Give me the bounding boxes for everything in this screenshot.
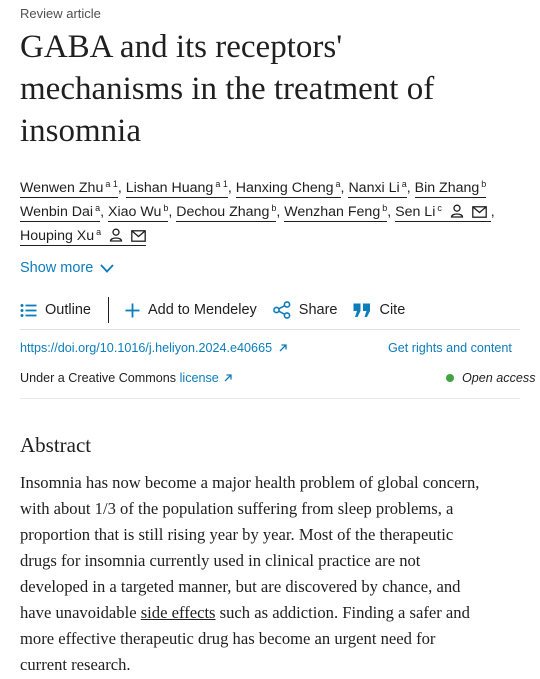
share-label: Share: [298, 302, 338, 318]
outline-label: Outline: [45, 302, 91, 318]
author-link[interactable]: Wenwen Zhu $^{a 1}$: [20, 179, 118, 196]
side-effects-link[interactable]: side effects: [140, 603, 216, 622]
author-link[interactable]: Nanxi Li $^a$: [348, 179, 407, 196]
open-access-badge: [446, 371, 536, 385]
share-icon: [273, 301, 291, 319]
external-link-icon: [224, 374, 232, 382]
author-list: Wenwen Zhu $^{a 1}$, Lishan Huang $^{a 1}$, Hanxing Cheng $^a$, Nanxi Li $^a$, Bin Zhang $^b$ Wenbin Dai $^a$, Xiao Wu $^b$, Dechou Zhang $^b$, Wenzhan Feng $^b$, Sen Li $^c$ , Houping Xu $^a$: [20, 179, 495, 244]
license-link[interactable]: license: [180, 371, 233, 385]
title-line: GABA and its receptors': [20, 29, 343, 65]
show-more-label: Show more: [20, 260, 94, 276]
outline-button[interactable]: [20, 302, 91, 318]
rights-link[interactable]: Get rights and content: [388, 341, 512, 355]
title-line: mechanisms in the treatment of: [20, 71, 435, 107]
title-line: insomnia: [20, 113, 141, 149]
author-link[interactable]: Bin Zhang $^b$: [414, 179, 487, 196]
share-button[interactable]: [273, 301, 338, 319]
mendeley-label: Add to Mendeley: [147, 302, 257, 318]
author-link[interactable]: Houping Xu $^a$: [20, 228, 146, 246]
external-link-icon: [279, 344, 287, 352]
list-icon: [20, 303, 37, 318]
person-icon: [109, 228, 123, 242]
doi-link[interactable]: https://doi.org/10.1016/j.heliyon.2024.e40665: [20, 341, 287, 355]
cite-label: Cite: [379, 302, 406, 318]
plus-icon: [125, 303, 140, 318]
envelope-icon: [131, 230, 146, 242]
abstract-text: Insomnia has now become a major health problem of global concern, with about 1/3 of the population suffering from sleep problems, a proportion that is still rising year by year. Most of the therapeutic drugs for insomnia currently used in clinical practice are not developed in a targeted manner, but are discovered by chance, and have unavoidable side effects such as addiction. Finding a safer and more effective therapeutic drug has become an urgent need for current research.: [20, 473, 480, 674]
quote-icon: [353, 303, 371, 318]
toolbar-divider: [108, 297, 109, 323]
divider: [20, 329, 520, 330]
author-link[interactable]: Wenbin Dai $^a$: [20, 203, 101, 220]
author-link[interactable]: Dechou Zhang $^b$: [176, 203, 277, 220]
article-toolbar: [20, 296, 405, 324]
open-access-dot-icon: [446, 374, 454, 382]
show-more-button[interactable]: [20, 260, 114, 276]
license-text: Under a Creative Commons license: [20, 371, 232, 385]
author-link[interactable]: Sen Li $^c$: [395, 204, 491, 222]
article-type: Review article: [20, 6, 101, 21]
add-to-mendeley-button[interactable]: [125, 302, 257, 318]
cite-button[interactable]: [353, 302, 405, 318]
open-access-label: Open access: [462, 371, 536, 385]
author-link[interactable]: Xiao Wu $^b$: [107, 203, 169, 220]
envelope-icon: [472, 206, 487, 218]
author-link[interactable]: Hanxing Cheng $^a$: [235, 179, 341, 196]
person-icon: [450, 204, 464, 218]
author-link[interactable]: Lishan Huang $^{a 1}$: [125, 179, 228, 196]
author-link[interactable]: Wenzhan Feng $^b$: [284, 203, 388, 220]
abstract-heading: Abstract: [20, 433, 92, 457]
article-title: [20, 26, 520, 152]
chevron-down-icon: [100, 264, 114, 273]
divider: [20, 398, 520, 399]
